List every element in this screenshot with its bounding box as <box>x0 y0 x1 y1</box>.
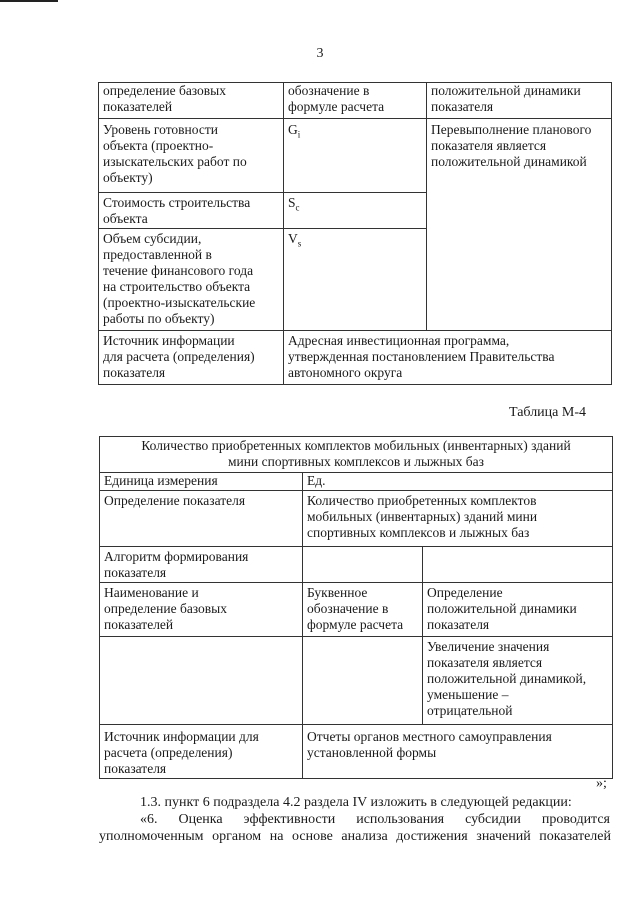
algorithm-empty-cell-2 <box>423 547 613 583</box>
header-base-indicators: определение базовых показателей <box>99 83 284 119</box>
closing-quote: »; <box>596 776 607 791</box>
definition-value: Количество приобретенных комплектов мобильных (инвентарных) зданий мини спортивных комплексов и лыжных баз <box>303 491 613 547</box>
source-label-m4: Источник информации для расчета (определения) показателя <box>100 725 303 779</box>
paragraph-line-2: «6. Оценка эффективности использования субсидии проводится <box>140 812 610 827</box>
table2-title: Количество приобретенных комплектов мобильных (инвентарных) зданий мини спортивных комплексов и лыжных баз <box>100 437 613 473</box>
table-caption: Таблица М-4 <box>509 405 586 420</box>
page-number: 3 <box>316 46 324 61</box>
indicator-table-m4 <box>99 436 613 779</box>
subsidy-symbol: $V_s$ <box>284 229 427 331</box>
indicator-table-continued <box>98 82 612 385</box>
header-positive-dynamics: положительной динамики показателя <box>427 83 612 119</box>
subsidy-label: Объем субсидии, предоставленной в течение финансового года на строительство объекта (проектно-изыскательские работы по объекту) <box>99 229 284 331</box>
dynamics-note: Перевыполнение планового показателя является положительной динамикой <box>427 119 612 331</box>
cost-symbol: $S_c$ <box>284 193 427 229</box>
unit-label: Единица измерения <box>100 473 303 491</box>
header-formula-symbol: обозначение в формуле расчета <box>284 83 427 119</box>
dynamics-empty-cell <box>100 637 303 725</box>
paragraph-line-3: уполномоченным органом на основе анализа достижения значений показателей <box>99 829 611 844</box>
definition-label: Определение показателя <box>100 491 303 547</box>
algorithm-label: Алгоритм формирования показателя <box>100 547 303 583</box>
base-symbol-header: Буквенное обозначение в формуле расчета <box>303 583 423 637</box>
base-dynamics-header: Определение положительной динамики показателя <box>423 583 613 637</box>
algorithm-empty-cell <box>303 547 423 583</box>
source-value: Адресная инвестиционная программа, утвержденная постановлением Правительства автономного округа <box>284 331 612 385</box>
source-value-m4: Отчеты органов местного самоуправления установленной формы <box>303 725 613 779</box>
paragraph-item-1-3: 1.3. пункт 6 подраздела 4.2 раздела IV изложить в следующей редакции: <box>140 795 572 810</box>
cost-label: Стоимость строительства объекта <box>99 193 284 229</box>
readiness-label: Уровень готовности объекта (проектно- изыскательских работ по объекту) <box>99 119 284 193</box>
unit-value: Ед. <box>303 473 613 491</box>
source-label: Источник информации для расчета (определения) показателя <box>99 331 284 385</box>
dynamics-note-m4: Увеличение значения показателя является положительной динамикой, уменьшение – отрицательной <box>423 637 613 725</box>
dynamics-empty-cell-2 <box>303 637 423 725</box>
top-rule <box>0 0 58 2</box>
base-indicators-label: Наименование и определение базовых показателей <box>100 583 303 637</box>
readiness-symbol: $G_i$ <box>284 119 427 193</box>
